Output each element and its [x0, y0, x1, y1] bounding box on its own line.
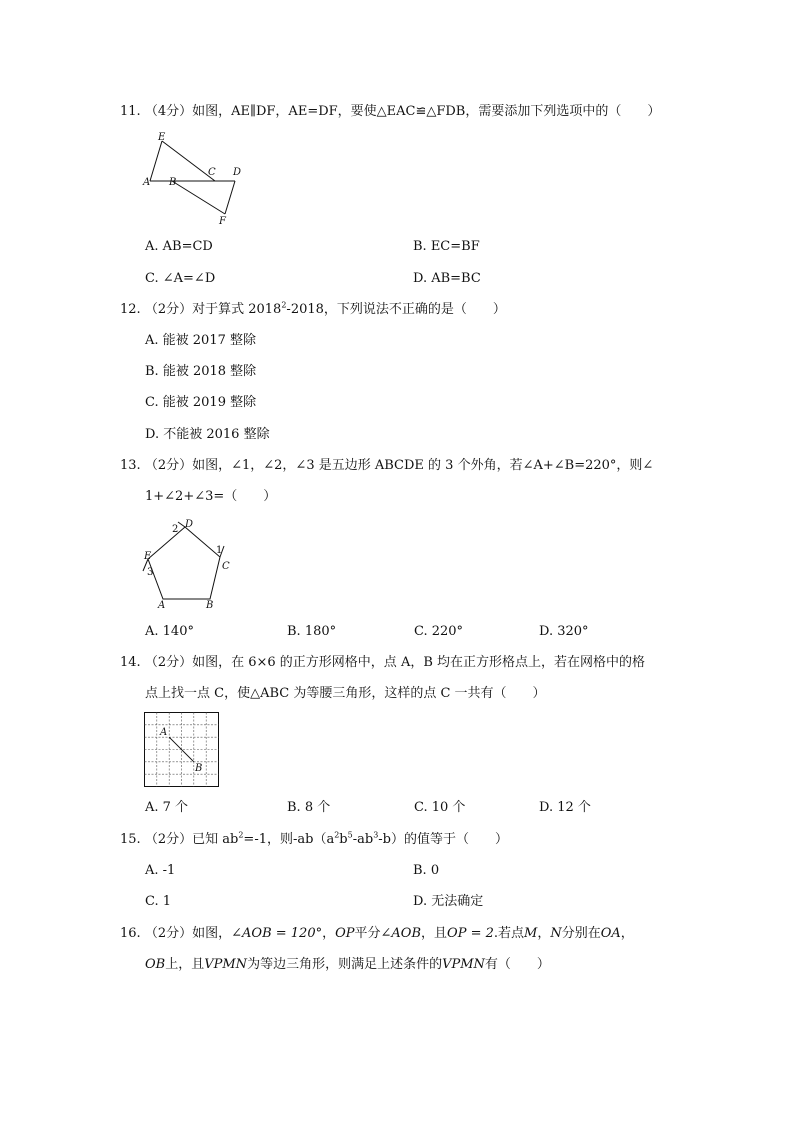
q16-math-pmn-1: VPMN	[204, 957, 248, 972]
q16-stem-line2	[145, 956, 550, 974]
q15-option-b[interactable]: B. 0	[413, 863, 440, 878]
q15-option-a[interactable]: A. -1	[145, 863, 176, 878]
q13-label-a: A	[158, 600, 166, 611]
q16-text-e: .若点	[493, 926, 525, 941]
q11-label-c: C	[208, 167, 216, 178]
q15-sup-a: 2	[238, 830, 244, 840]
q16-math-ob: OB	[145, 957, 166, 972]
q16-stem-line1	[120, 925, 634, 943]
q15-stem	[120, 831, 508, 849]
q16-math-op: OP	[335, 926, 355, 941]
q14-stem-line1	[120, 654, 645, 672]
q12-text-b: -2018，下列说法不正确的是（ ）	[286, 302, 506, 317]
q16-text-2a: 上，且	[165, 957, 205, 972]
q11-option-d[interactable]: D. AB=BC	[413, 271, 481, 286]
q13-stem-line2: 1+∠2+∠3=（ ）	[145, 489, 277, 504]
q13-label-1: 1	[216, 545, 223, 556]
q13-label-e: E	[144, 551, 152, 562]
q14-option-a[interactable]: A. 7 个	[145, 800, 189, 815]
q15-text-d: -ab	[352, 832, 374, 847]
q14-grid-figure	[143, 711, 221, 789]
q13-figure	[138, 514, 238, 614]
q11-seg-df	[225, 181, 235, 214]
q14-label-b: B	[195, 763, 203, 774]
q11-option-a[interactable]: A. AB=CD	[145, 239, 213, 254]
q13-option-c[interactable]: C. 220°	[414, 624, 464, 639]
q15-text-b: =-1，则-ab（a	[243, 832, 335, 847]
q15-option-c[interactable]: C. 1	[145, 894, 172, 909]
q16-text-d: ，且	[421, 926, 448, 941]
q12-option-a[interactable]: A. 能被 2017 整除	[145, 333, 257, 348]
q12-option-c[interactable]: C. 能被 2019 整除	[145, 395, 257, 410]
q14-option-d[interactable]: D. 12 个	[539, 800, 591, 815]
q11-option-b[interactable]: B. EC=BF	[413, 239, 480, 254]
q12-number: 12.	[120, 302, 141, 317]
q14-stem-line2: 点上找一点 C，使△ABC 为等腰三角形，这样的点 C 一共有（ ）	[145, 686, 546, 701]
q11-label-d: D	[233, 167, 242, 178]
q13-label-c: C	[222, 561, 230, 572]
q12-text-a: 对于算式 2018	[192, 302, 282, 317]
q16-text-b: ，	[322, 926, 336, 941]
q11-seg-ea	[150, 141, 162, 181]
q16-math-m: M	[524, 926, 538, 941]
q13-option-b[interactable]: B. 180°	[287, 624, 337, 639]
q11-label-f: F	[219, 216, 226, 227]
q16-text-h: ，	[620, 926, 634, 941]
q13-text-1: 如图，∠1，∠2，∠3 是五边形 ABCDE 的 3 个外角，若∠A+∠B=220°，则∠	[192, 458, 654, 473]
q13-stem-line1	[120, 457, 653, 475]
q13-label-2: 2	[172, 524, 179, 535]
q14-option-b[interactable]: B. 8 个	[287, 800, 331, 815]
q16-math-pmn-2: VPMN	[442, 957, 485, 972]
q15-text-e: -b）的值等于（ ）	[378, 832, 508, 847]
q11-figure	[140, 128, 250, 228]
q13-option-a[interactable]: A. 140°	[145, 624, 194, 639]
q11-text: 如图，AE∥DF，AE=DF，要使△EAC≌△FDB，需要添加下列选项中的（ ）	[192, 104, 661, 119]
q16-text-f: ，	[537, 926, 551, 941]
q12-sup: 2	[281, 300, 287, 310]
q12-stem	[120, 301, 506, 319]
q11-score: （4分）	[144, 104, 193, 119]
q14-option-c[interactable]: C. 10 个	[414, 800, 466, 815]
q15-option-d[interactable]: D. 无法确定	[413, 894, 484, 909]
q12-score: （2分）	[144, 302, 193, 317]
q11-label-a: A	[143, 177, 151, 188]
q15-number: 15.	[120, 832, 141, 847]
q14-number: 14.	[120, 655, 141, 670]
q15-text-c: b	[339, 832, 348, 847]
q16-text-2c: 有（ ）	[484, 957, 550, 972]
q13-ext-d	[178, 522, 185, 527]
q11-label-b: B	[169, 177, 177, 188]
q13-label-d: D	[185, 519, 194, 530]
q15-score: （2分）	[144, 832, 193, 847]
q16-text-g: 分别在	[561, 926, 601, 941]
q16-text-2b: 为等边三角形，则满足上述条件的	[247, 957, 443, 972]
q11-seg-bf	[172, 181, 225, 214]
q15-text-a: 已知 ab	[192, 832, 239, 847]
q13-pentagon	[148, 527, 223, 599]
q14-label-a: A	[160, 727, 168, 738]
q15-sup-d: 3	[373, 830, 379, 840]
q13-label-b: B	[206, 600, 214, 611]
q12-option-d[interactable]: D. 不能被 2016 整除	[145, 427, 270, 442]
q16-math-op-eq: OP = 2	[447, 926, 494, 941]
q16-math-oa: OA	[600, 926, 621, 941]
q16-math-n: N	[550, 926, 562, 941]
q16-score: （2分）	[144, 926, 193, 941]
q16-math-angle-aob: ∠AOB = 120°	[231, 926, 323, 941]
q14-text-1: 如图，在 6×6 的正方形网格中，点 A，B 均在正方形格点上，若在网格中的格	[192, 655, 646, 670]
q13-score: （2分）	[144, 458, 193, 473]
q13-number: 13.	[120, 458, 141, 473]
q11-option-c[interactable]: C. ∠A=∠D	[145, 271, 216, 286]
q13-option-d[interactable]: D. 320°	[539, 624, 589, 639]
q13-label-3: 3	[147, 567, 154, 578]
q11-label-e: E	[158, 132, 166, 143]
q12-option-b[interactable]: B. 能被 2018 整除	[145, 364, 257, 379]
q15-sup-b: 2	[334, 830, 340, 840]
q16-math-angle: ∠AOB	[380, 926, 422, 941]
q16-text-a: 如图，	[192, 926, 232, 941]
q11-number: 11.	[120, 104, 141, 119]
q16-text-c: 平分	[354, 926, 381, 941]
q15-sup-c: 5	[347, 830, 353, 840]
q11-stem	[120, 103, 660, 121]
q16-number: 16.	[120, 926, 141, 941]
q14-score: （2分）	[144, 655, 193, 670]
